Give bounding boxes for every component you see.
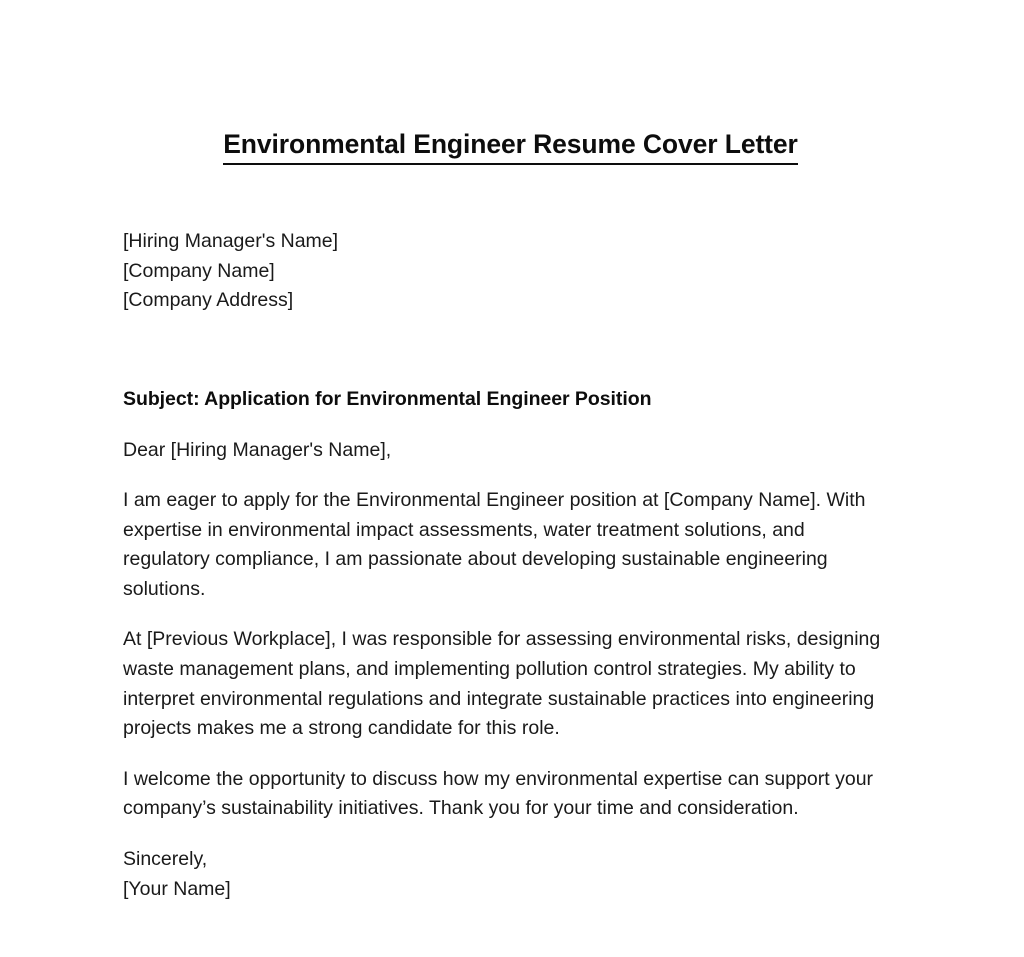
body-paragraph-1: I am eager to apply for the Environmental Engineer position at [Company Name]. With expertise in environmental impact assessments, water treatment solutions, and regulatory compliance, I am passionate about developing sustainable engineering solutions. [123, 489, 866, 600]
page-title-text: Environmental Engineer Resume Cover Letter [223, 128, 798, 165]
recipient-address-block [123, 227, 898, 316]
closing-valediction: Sincerely, [123, 848, 208, 871]
body-paragraph-3: I welcome the opportunity to discuss how my environmental expertise can support your company’s sustainability initiatives. Thank you for your time and consideration. [123, 767, 874, 820]
salutation: Dear [Hiring Manager's Name], [123, 438, 392, 461]
recipient-company-address: [Company Address] [123, 289, 294, 312]
closing-signature: [Your Name] [123, 877, 231, 900]
page-title [123, 0, 898, 165]
closing-block [123, 845, 898, 904]
subject-line: Subject: Application for Environmental Engineer Position [123, 387, 652, 410]
recipient-company-name: [Company Name] [123, 259, 275, 282]
recipient-manager-name: [Hiring Manager's Name] [123, 230, 339, 253]
document-body [123, 0, 898, 904]
body-paragraph-2: At [Previous Workplace], I was responsible for assessing environmental risks, designing waste management plans, and implementing pollution control strategies. My ability to interpret environmental regulations and integrate sustainable practices into engineering projects makes me a strong candidate for this role. [123, 628, 881, 740]
